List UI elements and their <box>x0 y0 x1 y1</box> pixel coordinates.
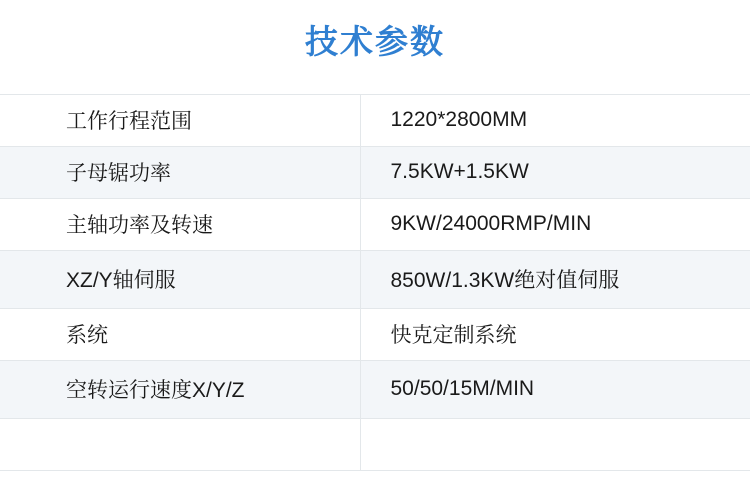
spec-value-cell <box>360 418 750 470</box>
spec-value-cell: 1220*2800MM <box>360 94 750 146</box>
table-row <box>0 94 750 146</box>
table-row <box>0 250 750 308</box>
spec-value-cell: 850W/1.3KW绝对值伺服 <box>360 250 750 308</box>
spec-label-cell: XZ/Y轴伺服 <box>0 250 360 308</box>
spec-label-cell: 主轴功率及转速 <box>0 198 360 250</box>
table-row <box>0 198 750 250</box>
table-row <box>0 418 750 470</box>
spec-value-cell: 50/50/15M/MIN <box>360 360 750 418</box>
spec-value-cell: 9KW/24000RMP/MIN <box>360 198 750 250</box>
table-row <box>0 360 750 418</box>
spec-value-cell: 7.5KW+1.5KW <box>360 146 750 198</box>
spec-label-cell: 工作行程范围 <box>0 94 360 146</box>
specifications-table <box>0 94 750 471</box>
table-row <box>0 146 750 198</box>
spec-label-cell <box>0 418 360 470</box>
spec-label-cell: 系统 <box>0 308 360 360</box>
spec-label-cell: 子母锯功率 <box>0 146 360 198</box>
spec-label-cell: 空转运行速度X/Y/Z <box>0 360 360 418</box>
table-row <box>0 308 750 360</box>
spec-value-cell: 快克定制系统 <box>360 308 750 360</box>
page-title: 技术参数 <box>305 23 445 60</box>
